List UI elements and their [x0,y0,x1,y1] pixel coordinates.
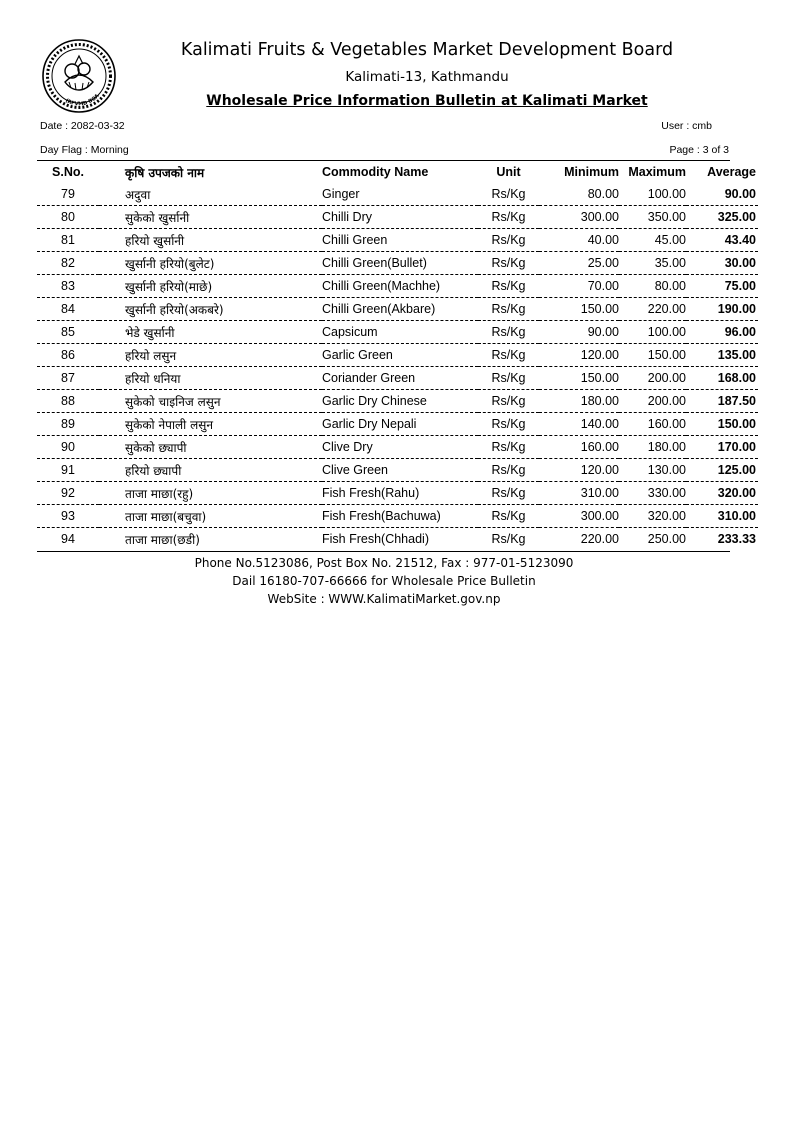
cell-sno: 81 [37,229,99,252]
footer-contact: Phone No.5123086, Post Box No. 21512, Fax : 977-01-5123090 [194,556,574,570]
cell-maximum: 200.00 [619,367,686,390]
table-row [37,252,758,275]
cell-minimum: 25.00 [539,252,619,275]
table-row [37,436,758,459]
footer-dial: Dail 16180-707-66666 for Wholesale Price Bulletin [232,574,536,588]
cell-average: 190.00 [686,298,758,321]
table-row [37,321,758,344]
cell-minimum: 300.00 [539,206,619,229]
table-row [37,390,758,413]
cell-commodity-name: Garlic Dry Nepali [322,413,478,436]
organization-address: Kalimati-13, Kathmandu [345,69,509,85]
cell-nepali-name: हरियो लसुन [99,344,322,367]
cell-minimum: 140.00 [539,413,619,436]
cell-minimum: 160.00 [539,436,619,459]
col-header-minimum: Minimum [564,165,619,179]
cell-nepali-name: हरियो छ्यापी [99,459,322,482]
cell-maximum: 100.00 [619,183,686,206]
cell-maximum: 150.00 [619,344,686,367]
cell-commodity-name: Chilli Green(Machhe) [322,275,478,298]
cell-minimum: 90.00 [539,321,619,344]
cell-maximum: 350.00 [619,206,686,229]
cell-sno: 93 [37,505,99,528]
cell-sno: 86 [37,344,99,367]
bulletin-title: Wholesale Price Information Bulletin at Kalimati Market [206,93,648,109]
page-indicator: Page : 3 of 3 [669,144,729,156]
table-row [37,206,758,229]
cell-minimum: 150.00 [539,298,619,321]
cell-nepali-name: सुकेको छ्यापी [99,436,322,459]
cell-maximum: 45.00 [619,229,686,252]
cell-nepali-name: हरियो धनिया [99,367,322,390]
table-body [37,183,758,550]
cell-sno: 79 [37,183,99,206]
cell-unit: Rs/Kg [478,505,539,528]
col-header-nepali-name: कृषि उपजको नाम [125,165,205,180]
cell-unit: Rs/Kg [478,206,539,229]
cell-average: 96.00 [686,321,758,344]
col-header-maximum: Maximum [628,165,686,179]
table-row [37,183,758,206]
cell-minimum: 150.00 [539,367,619,390]
cell-minimum: 40.00 [539,229,619,252]
cell-sno: 87 [37,367,99,390]
cell-commodity-name: Chilli Green [322,229,478,252]
table-row [37,298,758,321]
cell-maximum: 100.00 [619,321,686,344]
cell-unit: Rs/Kg [478,298,539,321]
cell-unit: Rs/Kg [478,459,539,482]
cell-sno: 92 [37,482,99,505]
cell-unit: Rs/Kg [478,482,539,505]
cell-nepali-name: हरियो खुर्सानी [99,229,322,252]
table-row [37,505,758,528]
cell-maximum: 200.00 [619,390,686,413]
cell-sno: 91 [37,459,99,482]
cell-sno: 94 [61,532,75,546]
cell-average: 168.00 [686,367,758,390]
cell-nepali-name: सुकेको नेपाली लसुन [99,413,322,436]
cell-maximum: 250.00 [647,532,686,546]
cell-average: 75.00 [686,275,758,298]
col-header-sno: S.No. [52,165,84,179]
cell-maximum: 80.00 [619,275,686,298]
cell-minimum: 300.00 [539,505,619,528]
cell-maximum: 330.00 [619,482,686,505]
cell-unit: Rs/Kg [478,367,539,390]
cell-unit: Rs/Kg [478,413,539,436]
seal-caption: (RFVMD BOA [64,93,101,108]
cell-commodity-name: Garlic Dry Chinese [322,390,478,413]
cell-average: 310.00 [686,505,758,528]
cell-unit: Rs/Kg [491,532,526,546]
cell-maximum: 220.00 [619,298,686,321]
cell-minimum: 70.00 [539,275,619,298]
cell-nepali-name: खुर्सानी हरियो(बुलेट) [99,252,322,275]
cell-minimum: 220.00 [580,532,619,546]
cell-average: 325.00 [686,206,758,229]
seal-icon [41,38,117,114]
cell-sno: 80 [37,206,99,229]
cell-commodity-name: Chilli Green(Bullet) [322,252,478,275]
cell-maximum: 35.00 [619,252,686,275]
cell-nepali-name: खुर्सानी हरियो(माछे) [99,275,322,298]
col-header-average: Average [707,165,756,179]
col-header-commodity-name: Commodity Name [322,165,429,179]
cell-nepali-name: ताजा माछा(रहु) [99,482,322,505]
organization-title: Kalimati Fruits & Vegetables Market Development Board [180,40,674,60]
table-row [37,229,758,252]
cell-average: 187.50 [686,390,758,413]
table-row [37,528,758,551]
cell-average: 30.00 [686,252,758,275]
cell-minimum: 120.00 [539,344,619,367]
table-row [37,459,758,482]
cell-nepali-name: ताजा माछा(बचुवा) [99,505,322,528]
cell-average: 170.00 [686,436,758,459]
cell-average: 150.00 [686,413,758,436]
day-flag: Day Flag : Morning [40,144,129,156]
report-user: User : cmb [661,120,712,132]
cell-sno: 83 [37,275,99,298]
cell-sno: 90 [37,436,99,459]
table-row [37,413,758,436]
cell-average: 233.33 [717,532,756,546]
cell-nepali-name: खुर्सानी हरियो(अकबरे) [99,298,322,321]
cell-commodity-name: Capsicum [322,321,478,344]
cell-minimum: 180.00 [539,390,619,413]
cell-average: 320.00 [686,482,758,505]
cell-sno: 84 [37,298,99,321]
table-row [37,482,758,505]
cell-commodity-name: Garlic Green [322,344,478,367]
cell-commodity-name: Fish Fresh(Rahu) [322,482,478,505]
cell-maximum: 320.00 [619,505,686,528]
cell-maximum: 130.00 [619,459,686,482]
cell-unit: Rs/Kg [478,436,539,459]
price-table [37,161,758,550]
cell-unit: Rs/Kg [478,321,539,344]
cell-unit: Rs/Kg [478,252,539,275]
table-header-row [37,161,758,183]
cell-nepali-name: अदुवा [99,183,322,206]
cell-commodity-name: Clive Dry [322,436,478,459]
cell-sno: 85 [37,321,99,344]
footer-website: WebSite : WWW.KalimatiMarket.gov.np [267,592,501,606]
cell-nepali-name: भेडे खुर्सानी [99,321,322,344]
cell-average: 43.40 [686,229,758,252]
cell-commodity-name: Chilli Dry [322,206,478,229]
cell-unit: Rs/Kg [478,390,539,413]
cell-average: 90.00 [686,183,758,206]
cell-maximum: 180.00 [619,436,686,459]
cell-sno: 88 [37,390,99,413]
cell-commodity-name: Coriander Green [322,367,478,390]
cell-minimum: 80.00 [539,183,619,206]
cell-unit: Rs/Kg [478,344,539,367]
col-header-unit: Unit [496,165,521,179]
cell-unit: Rs/Kg [478,275,539,298]
cell-commodity-name: Clive Green [322,459,478,482]
cell-sno: 89 [37,413,99,436]
cell-average: 125.00 [686,459,758,482]
table-row [37,367,758,390]
cell-maximum: 160.00 [619,413,686,436]
table-bottom-rule [37,551,730,552]
cell-average: 135.00 [686,344,758,367]
cell-nepali-name: ताजा माछा(छडी) [125,532,200,547]
cell-nepali-name: सुकेको चाइनिज लसुन [99,390,322,413]
cell-commodity-name: Fish Fresh(Bachuwa) [322,505,478,528]
cell-commodity-name: Fish Fresh(Chhadi) [322,532,429,546]
table-row [37,344,758,367]
cell-unit: Rs/Kg [478,183,539,206]
report-date: Date : 2082-03-32 [40,120,125,132]
cell-sno: 82 [37,252,99,275]
cell-unit: Rs/Kg [478,229,539,252]
cell-minimum: 120.00 [539,459,619,482]
cell-nepali-name: सुकेको खुर्सानी [99,206,322,229]
cell-minimum: 310.00 [539,482,619,505]
cell-commodity-name: Chilli Green(Akbare) [322,298,478,321]
board-seal-logo [41,38,117,114]
table-row [37,275,758,298]
cell-commodity-name: Ginger [322,183,478,206]
